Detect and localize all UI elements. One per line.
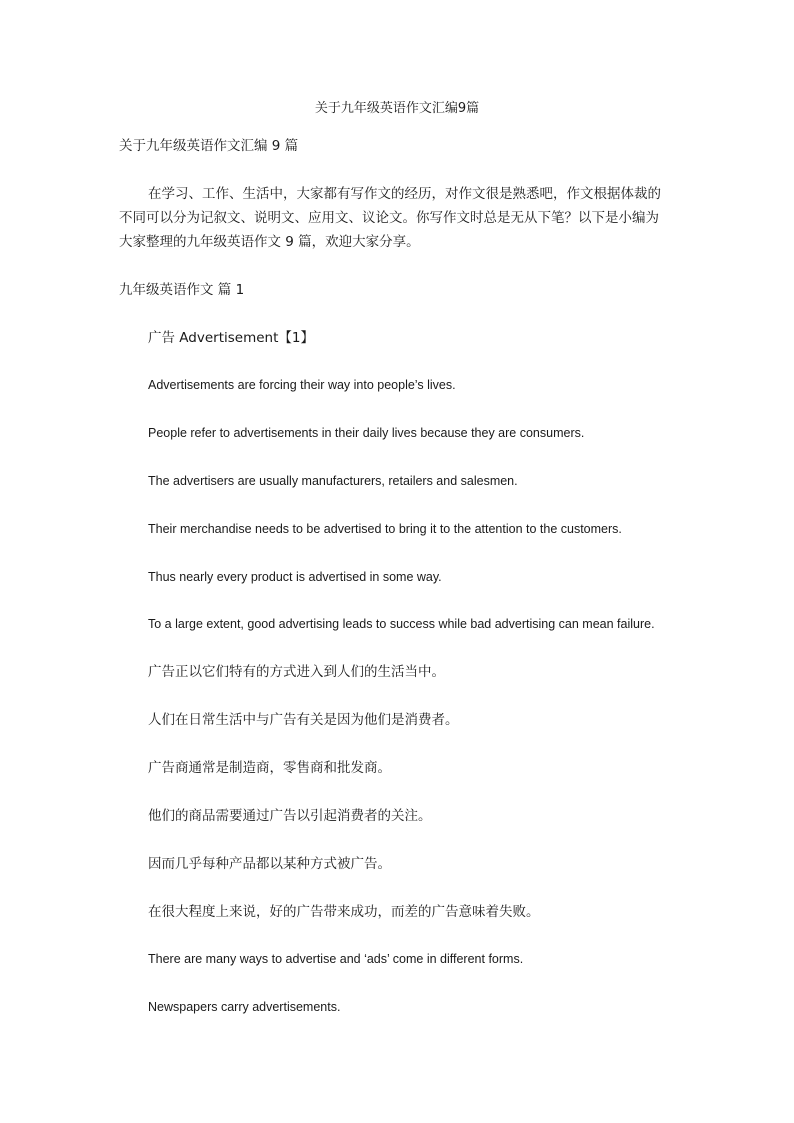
chinese-sentence: 在很大程度上来说，好的广告带来成功，而差的广告意味着失败。 [148, 904, 540, 920]
english-sentence: Their merchandise needs to be advertised to bring it to the attention to the customers. [148, 522, 622, 536]
page-title: 关于九年级英语作文汇编9篇 [314, 101, 480, 116]
chinese-sentence: 广告正以它们特有的方式进入到人们的生活当中。 [148, 664, 445, 680]
english-sentence: There are many ways to advertise and ‘ads’ come in different forms. [148, 952, 524, 966]
chinese-sentence: 他们的商品需要通过广告以引起消费者的关注。 [148, 808, 432, 824]
chinese-sentence: 广告商通常是制造商，零售商和批发商。 [148, 760, 391, 776]
intro-line-2: 不同可以分为记叙文、说明文、应用文、议论文。你写作文时总是无从下笔？以下是小编为 [119, 210, 659, 226]
intro-line-1: 在学习、工作、生活中，大家都有写作文的经历，对作文很是熟悉吧，作文根据体裁的 [148, 186, 661, 202]
english-sentence: Newspapers carry advertisements. [148, 1000, 341, 1014]
english-sentence: Thus nearly every product is advertised in some way. [148, 570, 442, 584]
document-subtitle: 关于九年级英语作文汇编 9 篇 [119, 138, 299, 154]
english-sentence: The advertisers are usually manufacturers, retailers and salesmen. [148, 474, 518, 488]
chinese-sentence: 人们在日常生活中与广告有关是因为他们是消费者。 [148, 712, 459, 728]
english-sentence: People refer to advertisements in their daily lives because they are consumers. [148, 426, 585, 440]
intro-line-3: 大家整理的九年级英语作文 9 篇，欢迎大家分享。 [119, 234, 420, 250]
english-sentence: Advertisements are forcing their way into people’s lives. [148, 378, 456, 392]
english-sentence: To a large extent, good advertising leads to success while bad advertising can mean failure. [148, 617, 655, 631]
chinese-sentence: 因而几乎每种产品都以某种方式被广告。 [148, 856, 391, 872]
essay-heading: 广告 Advertisement【1】 [148, 330, 314, 346]
section-heading: 九年级英语作文 篇 1 [119, 282, 245, 298]
